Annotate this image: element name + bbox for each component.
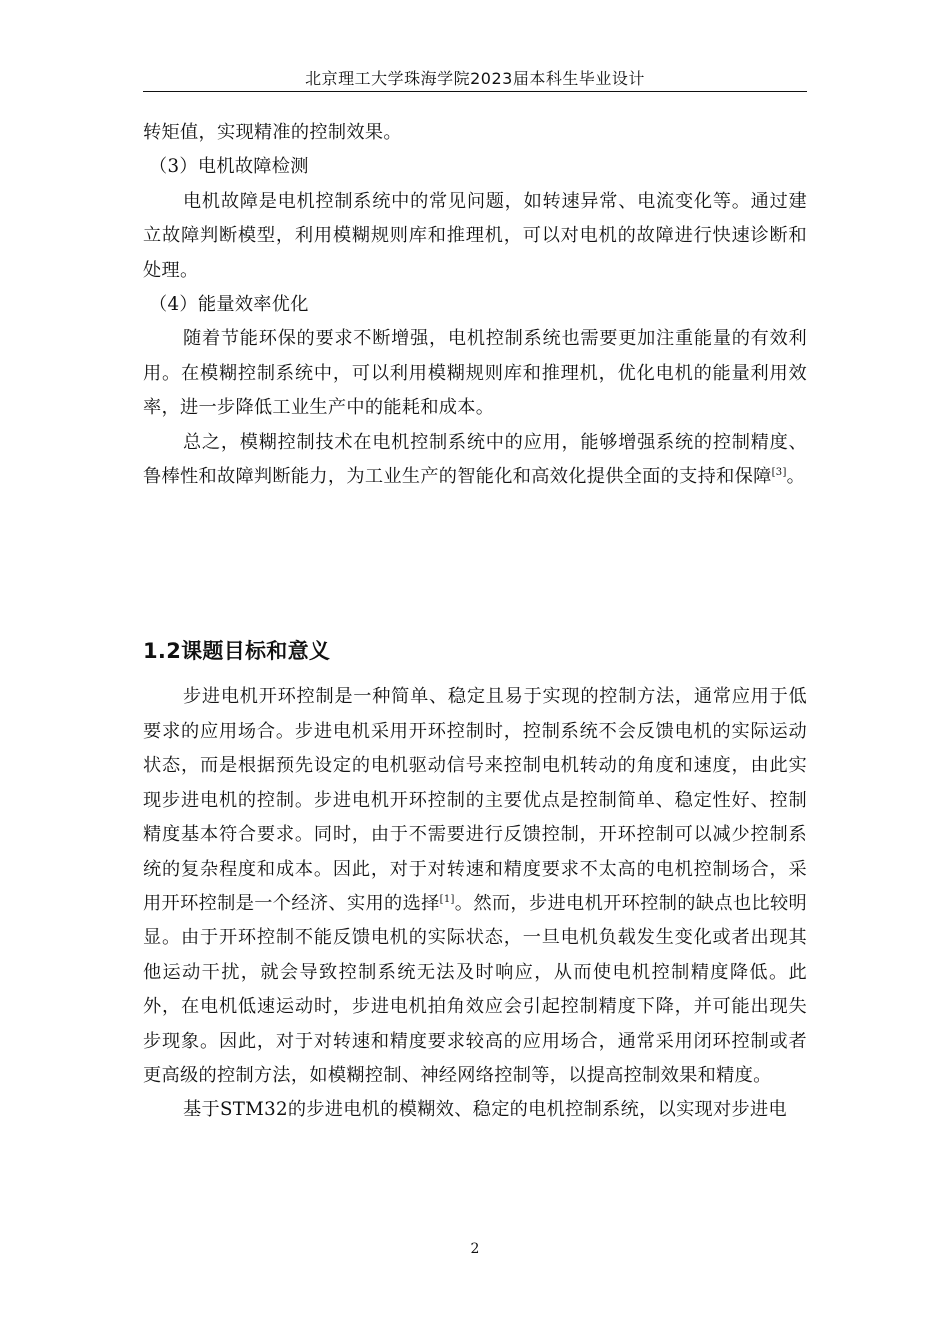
summary-end: 。 xyxy=(786,466,806,488)
page-number: 2 xyxy=(470,1241,480,1257)
summary-paragraph xyxy=(143,426,807,495)
item4-body: 随着节能环保的要求不断增强，电机控制系统也需要更加注重能量的有效利用。在模糊控制系统中，可以利用模糊规则库和推理机，优化电机的能量利用效率，进一步降低工业生产中的能耗和成本。 xyxy=(143,328,807,419)
citation-ref-3: [3] xyxy=(771,467,787,478)
page-header: 北京理工大学珠海学院2023届本科生毕业设计 xyxy=(305,69,645,88)
item3-heading: （3）电机故障检测 xyxy=(149,156,309,178)
header-rule xyxy=(143,91,807,92)
continued-paragraph: 转矩值，实现精准的控制效果。 xyxy=(143,122,402,143)
section-heading: 1.2课题目标和意义 xyxy=(143,639,331,664)
item3-body: 电机故障是电机控制系统中的常见问题，如转速异常、电流变化等。通过建立故障判断模型，利用模糊规则库和推理机，可以对电机的故障进行快速诊断和处理。 xyxy=(143,190,807,281)
summary-text: 总之，模糊控制技术在电机控制系统中的应用，能够增强系统的控制精度、鲁棒性和故障判断能力，为工业生产的智能化和高效化提供全面的支持和保障 xyxy=(143,431,807,488)
section2-paragraph-2: 基于STM32的步进电机的模糊效、稳定的电机控制系统，以实现对步进电 xyxy=(183,1099,787,1121)
item4-heading: （4）能量效率优化 xyxy=(149,294,309,316)
section2-paragraph-1 xyxy=(143,680,807,1093)
document-body xyxy=(143,116,807,1128)
p1-text-b: 。然而，步进电机开环控制的缺点也比较明显。由于开环控制不能反馈电机的实际状态，一旦电机负载发生变化或者出现其他运动干扰，就会导致控制系统无法及时响应，从而使电机控制精度降低。此外，在电机低速运动时，步进电机拍角效应会引起控制精度下降，并可能出现失步现象。因此，对于对转速和精度要求较高的应用场合，通常采用闭环控制或者更高级的控制方法，如模糊控制、神经网络控制等，以提高控制效果和精度。 xyxy=(143,892,807,1086)
citation-ref-1: [1] xyxy=(439,893,455,905)
p1-text-a: 步进电机开环控制是一种简单、稳定且易于实现的控制方法，通常应用于低要求的应用场合。步进电机采用开环控制时，控制系统不会反馈电机的实际运动状态，而是根据预先设定的电机驱动信号来控制电机转动的角度和速度，由此实现步进电机的控制。步进电机开环控制的主要优点是控制简单、稳定性好、控制精度基本符合要求。同时，由于不需要进行反馈控制，开环控制可以减少控制系统的复杂程度和成本。因此，对于对转速和精度要求不太高的电机控制场合，采用开环控制是一个经济、实用的选择 xyxy=(143,686,807,914)
